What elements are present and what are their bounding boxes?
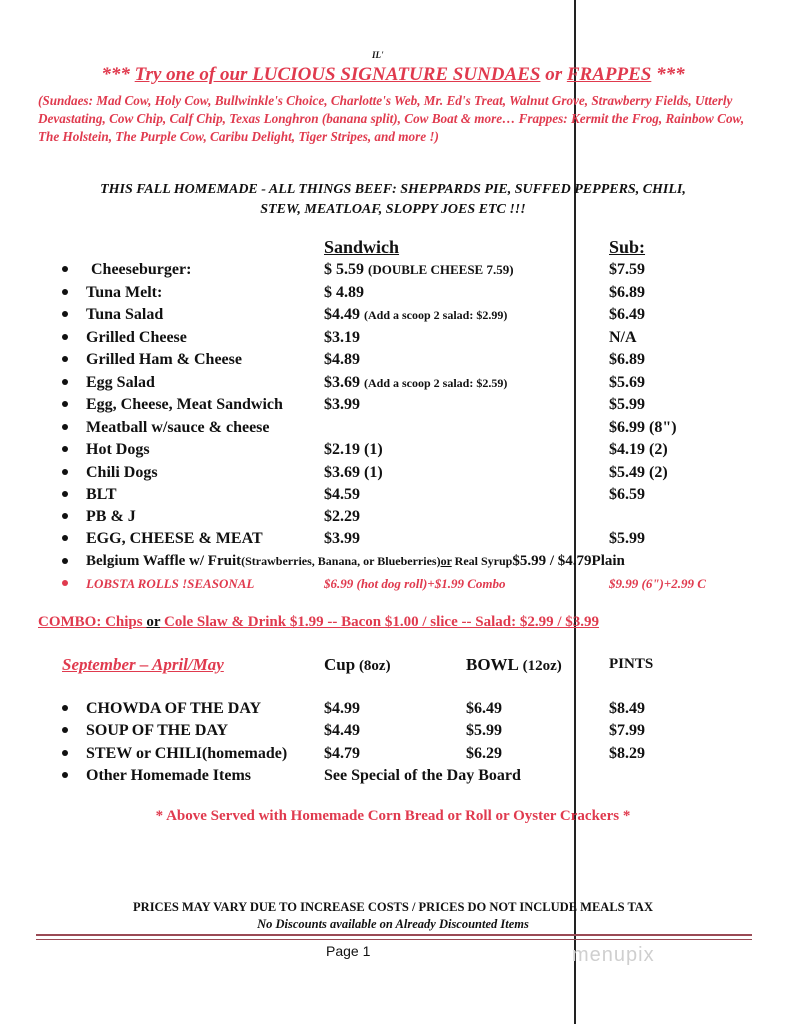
sandwich-column-header: Sandwich [324,237,400,257]
other-items-note: See Special of the Day Board [324,767,521,784]
item-sub-price: $7.59 [609,261,645,278]
soup-bowl-price: $6.49 [466,700,502,717]
bullet-icon [62,469,68,475]
soup-row [86,700,261,718]
soup-name: Other Homemade Items [86,767,251,784]
fall-special-line-2: STEW, MEATLOAF, SLOPPY JOES ETC !!! [260,202,526,217]
item-note: (DOUBLE CHEESE 7.59) [368,262,514,277]
bullet-icon [62,334,68,340]
fall-special [0,180,786,220]
item-sub-price: $6.49 [609,306,645,323]
sub-column-header: Sub: [609,237,646,257]
bullet-icon [62,580,68,586]
menu-item-lobsta [86,576,254,592]
watermark: menupix [572,944,655,966]
promo-title-frappes: FRAPPES [566,64,652,85]
bullet-icon [62,356,68,362]
item-sandwich-price: $2.29 [324,508,360,525]
waffle-or: or [440,554,452,568]
item-sandwich-price: $3.99 [324,530,360,547]
bullet-icon [62,401,68,407]
soup-row-other [86,767,251,785]
footer-rule [36,934,752,936]
item-sub-price: $6.89 [609,284,645,301]
price: $4.49 [324,306,360,323]
soup-cup-price: $4.49 [324,722,360,739]
item-note: (Add a scoop 2 salad: $2.99) [364,308,508,322]
soup-row [86,722,228,740]
item-sandwich-price [324,306,507,324]
item-sandwich-price: $4.59 [324,486,360,503]
bullet-icon [62,535,68,541]
promo-title-or: or [540,64,567,85]
menu-item [86,329,187,347]
menu-item [86,530,263,548]
bullet-icon [62,311,68,317]
bullet-icon [62,727,68,733]
item-sub-price: $6.99 (8") [609,419,677,436]
item-name: EGG, CHEESE & MEAT [86,530,263,547]
bullet-icon [62,772,68,778]
item-sandwich-price: $3.19 [324,329,360,346]
menu-item [86,419,270,437]
price: $ 5.59 [324,261,364,278]
item-name: PB & J [86,508,136,525]
soup-row [86,745,287,763]
item-sub-price: $5.99 [609,530,645,547]
item-name: Grilled Ham & Cheese [86,351,242,368]
scan-fold-line [574,0,576,1024]
item-note: (Add a scoop 2 salad: $2.59) [364,376,508,390]
prices-disclaimer: PRICES MAY VARY DUE TO INCREASE COSTS / PRICES DO NOT INCLUDE MEALS TAX [133,900,653,914]
top-mark: IL' [372,50,384,60]
bullet-icon [62,289,68,295]
soup-cup-price: $4.99 [324,700,360,717]
bowl-size: (12oz) [518,658,562,674]
menu-item [86,284,162,302]
promo-title [0,64,786,86]
soup-pint-price: $8.49 [609,700,645,717]
bullet-icon [62,513,68,519]
soup-cup-price: $4.79 [324,745,360,762]
bullet-icon [62,266,68,272]
menu-item [86,374,155,392]
combo-part-1: COMBO: Chips [38,614,147,630]
bowl-header [466,655,562,675]
cup-header [324,655,391,675]
promo-title-post: *** [651,64,685,85]
item-sub-price: $6.89 [609,351,645,368]
page-number: Page 1 [326,943,371,959]
soup-bowl-price: $5.99 [466,722,502,739]
item-sub-price: $4.19 (2) [609,441,668,458]
menu-item [86,441,150,459]
price: $3.69 [324,374,360,391]
item-name: Cheeseburger: [91,261,192,278]
menu-item [86,508,136,526]
item-sandwich-price: $3.99 [324,396,360,413]
fall-special-line-1: THIS FALL HOMEMADE - ALL THINGS BEEF: SHEPPARDS PIE, SUFFED PEPPERS, CHILI, [100,182,686,197]
item-sandwich-price: $2.19 (1) [324,441,383,458]
menu-item [86,464,158,482]
item-sub-price: $5.69 [609,374,645,391]
item-name: LOBSTA ROLLS !SEASONAL [86,576,255,591]
item-sandwich-price [324,261,514,279]
served-with-note: * Above Served with Homemade Corn Bread or Roll or Oyster Crackers * [155,808,631,824]
promo-title-main: Try one of our LUCIOUS SIGNATURE SUNDAES [134,64,541,85]
combo-line [38,614,599,631]
item-name: Grilled Cheese [86,329,187,346]
lobsta-sandwich-price: $6.99 (hot dog roll)+$1.99 Combo [324,576,506,591]
item-sub-price: $5.99 [609,396,645,413]
waffle-price: $5.99 / $4.79Plain [512,553,625,569]
item-name: Hot Dogs [86,441,150,458]
soup-name: SOUP OF THE DAY [86,722,229,739]
soup-pint-price: $7.99 [609,722,645,739]
combo-or: or [146,614,161,630]
menu-item [86,486,117,504]
cup-size: (8oz) [355,658,391,674]
menu-item [86,396,283,414]
item-sandwich-price [324,374,507,392]
item-sandwich-price: $4.89 [324,351,360,368]
waffle-syrup: Real Syrup [451,554,513,568]
item-sandwich-price: $ 4.89 [324,284,364,301]
item-name: Meatball w/sauce & cheese [86,419,270,436]
pints-header: PINTS [609,656,654,672]
menu-item-waffle [86,553,625,570]
promo-description: (Sundaes: Mad Cow, Holy Cow, Bullwinkle's Choice, Charlotte's Web, Mr. Ed's Treat, Walnut Grove, Strawberry Fields, Utterly Devastating, Cow Chip, Calf Chip, Texas Longhron (banana split), Cow Boat & more… Frappes: Kermit the Frog, Rainbow Cow, The Holstein, The Purple Cow, Caribu Delight, Tiger Stripes, and more !) [38,93,745,144]
bullet-icon [62,446,68,452]
bullet-icon [62,491,68,497]
item-name: Belgium Waffle w/ Fruit [86,553,242,569]
bullet-icon [62,750,68,756]
lobsta-sub-price: $9.99 (6")+2.99 C [609,576,706,591]
footer-rule-thin [36,939,752,940]
menu-item [86,351,242,369]
item-sub-price: N/A [609,329,637,346]
combo-part-2: Cole Slaw & Drink $1.99 -- Bacon $1.00 / slice -- Salad: $2.99 / $3.99 [160,614,599,630]
item-name: Egg, Cheese, Meat Sandwich [86,396,283,413]
item-name: Tuna Melt: [86,284,163,301]
item-name: BLT [86,486,117,503]
bowl-label: BOWL [466,655,519,674]
soup-pint-price: $8.29 [609,745,645,762]
item-name: Tuna Salad [86,306,164,323]
item-sub-price: $6.59 [609,486,645,503]
bullet-icon [62,558,68,564]
item-name: Egg Salad [86,374,155,391]
promo-title-pre: *** [101,64,135,85]
bullet-icon [62,379,68,385]
cup-label: Cup [324,655,356,674]
bullet-icon [62,705,68,711]
item-sandwich-price: $3.69 (1) [324,464,383,481]
waffle-fruits: (Strawberries, Banana, or Blueberries) [241,554,441,568]
season-heading: September – April/May [62,655,224,674]
item-sub-price: $5.49 (2) [609,464,668,481]
item-name: Chili Dogs [86,464,158,481]
menu-item [86,261,191,279]
soup-bowl-price: $6.29 [466,745,502,762]
soup-name: STEW or CHILI(homemade) [86,745,288,762]
bullet-icon [62,424,68,430]
soup-name: CHOWDA OF THE DAY [86,700,261,717]
discount-disclaimer: No Discounts available on Already Discounted Items [257,917,529,931]
menu-item [86,306,163,324]
